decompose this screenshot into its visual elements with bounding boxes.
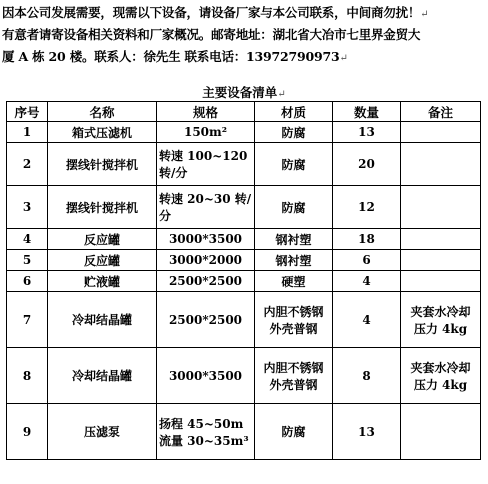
cell-note <box>401 143 481 186</box>
table-header-row <box>7 102 481 122</box>
table-row <box>7 229 481 250</box>
cell-name: 反应罐 <box>48 250 157 271</box>
cell-name: 压滤泵 <box>48 404 157 460</box>
cell-no: 5 <box>7 250 48 271</box>
cell-note: 夹套水冷却 压力 4kg <box>401 292 481 348</box>
notice-line-1: 因本公司发展需要，现需以下设备，请设备厂家与本公司联系，中间商勿扰！↵ <box>2 5 429 20</box>
cell-material: 防腐 <box>255 404 333 460</box>
cell-note: 夹套水冷却 压力 4kg <box>401 348 481 404</box>
cell-spec: 3000*3500 <box>157 348 255 404</box>
header-material: 材质 <box>255 102 333 122</box>
cell-qty: 8 <box>333 348 401 404</box>
cell-no: 8 <box>7 348 48 404</box>
cell-spec: 转速 100~120 转/分 <box>157 143 255 186</box>
cell-material: 硬塑 <box>255 271 333 292</box>
cell-material: 防腐 <box>255 186 333 229</box>
cell-qty: 4 <box>333 271 401 292</box>
header-qty: 数量 <box>333 102 401 122</box>
cell-name: 冷却结晶罐 <box>48 348 157 404</box>
cell-no: 9 <box>7 404 48 460</box>
cell-spec: 2500*2500 <box>157 292 255 348</box>
table-row <box>7 292 481 348</box>
cell-qty: 18 <box>333 229 401 250</box>
cell-no: 1 <box>7 122 48 143</box>
header-name: 名称 <box>48 102 157 122</box>
header-no: 序号 <box>7 102 48 122</box>
cell-qty: 13 <box>333 404 401 460</box>
table-row <box>7 122 481 143</box>
cell-material: 防腐 <box>255 122 333 143</box>
cell-spec: 转速 20~30 转/分 <box>157 186 255 229</box>
cell-spec: 3000*2000 <box>157 250 255 271</box>
notice-paragraph <box>2 2 486 68</box>
cell-name: 反应罐 <box>48 229 157 250</box>
cell-qty: 4 <box>333 292 401 348</box>
cell-spec: 150m² <box>157 122 255 143</box>
table-row <box>7 143 481 186</box>
cell-note <box>401 186 481 229</box>
cell-name: 冷却结晶罐 <box>48 292 157 348</box>
cell-material: 钢衬塑 <box>255 250 333 271</box>
cell-note <box>401 229 481 250</box>
cell-note <box>401 271 481 292</box>
cell-material: 钢衬塑 <box>255 229 333 250</box>
cell-no: 4 <box>7 229 48 250</box>
cell-spec: 3000*3500 <box>157 229 255 250</box>
cell-note <box>401 250 481 271</box>
table-row <box>7 271 481 292</box>
header-note: 备注 <box>401 102 481 122</box>
header-spec: 规格 <box>157 102 255 122</box>
cell-material: 内胆不锈钢 外壳普钢 <box>255 348 333 404</box>
table-row <box>7 186 481 229</box>
cell-note <box>401 404 481 460</box>
cell-spec: 扬程 45~50m 流量 30~35m³ <box>157 404 255 460</box>
table-row <box>7 404 481 460</box>
cell-qty: 20 <box>333 143 401 186</box>
cell-spec: 2500*2500 <box>157 271 255 292</box>
cell-note <box>401 122 481 143</box>
cell-name: 贮液罐 <box>48 271 157 292</box>
cell-no: 3 <box>7 186 48 229</box>
cell-qty: 13 <box>333 122 401 143</box>
cell-material: 内胆不锈钢 外壳普钢 <box>255 292 333 348</box>
cell-no: 2 <box>7 143 48 186</box>
cell-name: 箱式压滤机 <box>48 122 157 143</box>
table-row <box>7 348 481 404</box>
cell-name: 摆线针搅拌机 <box>48 143 157 186</box>
cell-qty: 12 <box>333 186 401 229</box>
cell-material: 防腐 <box>255 143 333 186</box>
notice-line-2: 有意者请寄设备相关资料和厂家概况。邮寄地址：湖北省大冶市七里界金贸大 <box>2 27 421 42</box>
notice-line-3: 厦 A 栋 20 楼。联系人：徐先生 联系电话：13972790973↵ <box>2 49 348 64</box>
table-title: 主要设备清单↵ <box>202 85 286 100</box>
equipment-table <box>6 101 481 460</box>
cell-qty: 6 <box>333 250 401 271</box>
table-row <box>7 250 481 271</box>
cell-no: 7 <box>7 292 48 348</box>
cell-no: 6 <box>7 271 48 292</box>
cell-name: 摆线针搅拌机 <box>48 186 157 229</box>
